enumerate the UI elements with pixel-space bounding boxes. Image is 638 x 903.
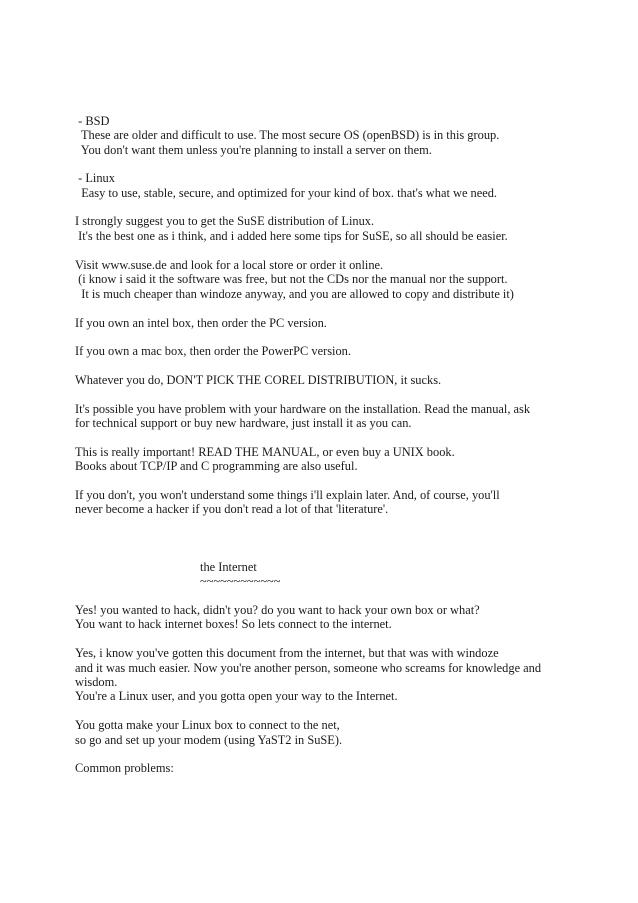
text-line: You're a Linux user, and you gotta open your way to the Internet. (75, 689, 398, 703)
text-line: so go and set up your modem (using YaST2 in SuSE). (75, 733, 343, 747)
text-line: - BSD (75, 114, 110, 128)
text-line: Yes! you wanted to hack, didn't you? do you want to hack your own box or what? (75, 603, 480, 617)
text-line: If you don't, you won't understand some things i'll explain later. And, of course, you'll (75, 488, 500, 502)
text-line: It's the best one as i think, and i added here some tips for SuSE, so all should be easier. (75, 229, 508, 243)
text-line: and it was much easier. Now you're another person, someone who screams for knowledge and (75, 661, 542, 675)
text-line: This is really important! READ THE MANUAL, or even buy a UNIX book. (75, 445, 455, 459)
heading-underline: ~~~~~~~~~~~~ (200, 574, 281, 588)
text-line: Books about TCP/IP and C programming are also useful. (75, 459, 358, 473)
text-line: It is much cheaper than windoze anyway, and you are allowed to copy and distribute it) (75, 287, 514, 301)
text-line: for technical support or buy new hardware, just install it as you can. (75, 416, 412, 430)
text-line: Easy to use, stable, secure, and optimized for your kind of box. that's what we need. (75, 186, 498, 200)
section-heading: the Internet (200, 560, 257, 574)
text-line: Visit www.suse.de and look for a local store or order it online. (75, 258, 384, 272)
text-line: You gotta make your Linux box to connect to the net, (75, 718, 340, 732)
text-line: You don't want them unless you're planning to install a server on them. (75, 143, 432, 157)
text-line: (i know i said it the software was free, but not the CDs nor the manual nor the support. (75, 272, 508, 286)
text-line: Yes, i know you've gotten this document from the internet, but that was with windoze (75, 646, 499, 660)
text-line: I strongly suggest you to get the SuSE distribution of Linux. (75, 214, 375, 228)
text-line: If you own an intel box, then order the PC version. (75, 316, 327, 330)
text-line: You want to hack internet boxes! So lets connect to the internet. (75, 617, 392, 631)
text-line: - Linux (75, 171, 115, 185)
text-line: Common problems: (75, 761, 174, 775)
text-line: Whatever you do, DON'T PICK THE COREL DISTRIBUTION, it sucks. (75, 373, 442, 387)
text-line: never become a hacker if you don't read a lot of that 'literature'. (75, 502, 389, 516)
text-line: wisdom. (75, 675, 118, 689)
text-line: It's possible you have problem with your hardware on the installation. Read the manual, ask (75, 402, 531, 416)
text-line: If you own a mac box, then order the PowerPC version. (75, 344, 351, 358)
text-line: These are older and difficult to use. The most secure OS (openBSD) is in this group. (75, 128, 500, 142)
